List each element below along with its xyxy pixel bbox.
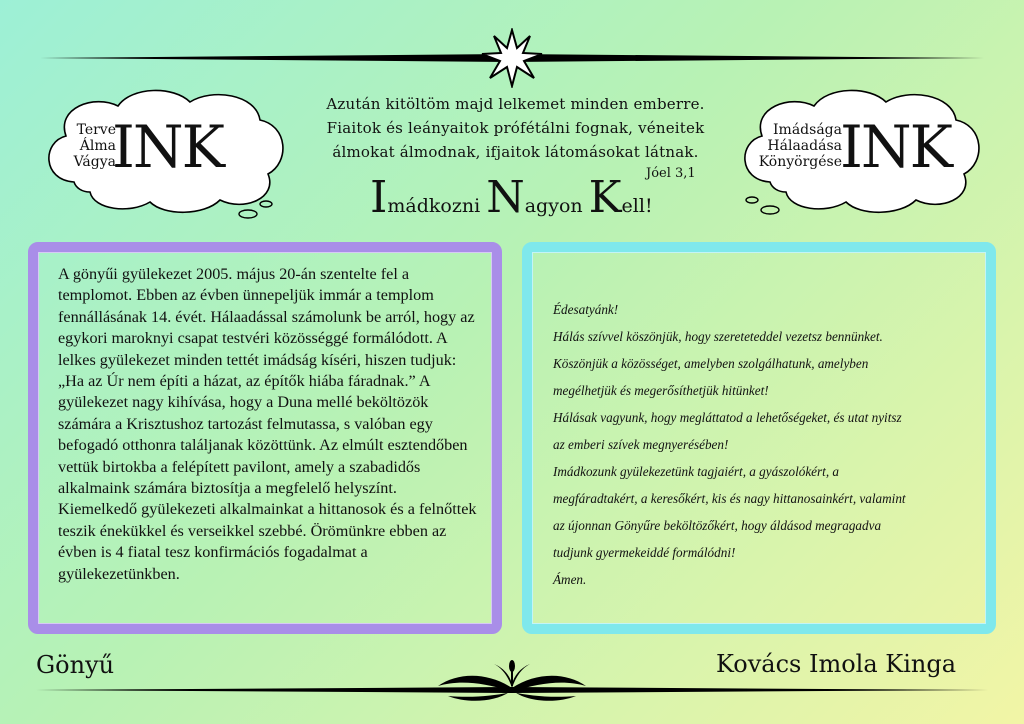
bible-verse <box>318 92 713 164</box>
prayer-line: Köszönjük a közösséget, amelyben szolgálhatunk, amelyben <box>553 356 869 371</box>
cloud-left-words <box>60 122 116 170</box>
verse-line: Fiaitok és leányaitok prófétálni fognak, véneitek <box>326 119 705 137</box>
prayer-line: Hálás szívvel köszönjük, hogy szereteteddel vezetsz bennünket. <box>553 329 883 344</box>
cloud-left-word: Terve <box>76 122 116 138</box>
motto-initial-k: K <box>588 172 622 223</box>
verse-reference: Jóel 3,1 <box>646 166 696 181</box>
cloud-right-word: Imádsága <box>773 122 842 138</box>
eight-point-star-icon <box>478 28 546 88</box>
verse-line: Azután kitöltöm majd lelkemet minden emberre. <box>326 95 705 113</box>
prayer-line: az emberi szívek megnyerésében! <box>553 437 729 452</box>
prayer-line: megfáradtakért, a keresőkért, kis és nagy hittanosainkért, valamint <box>553 491 906 506</box>
floral-ornament-icon <box>428 658 596 704</box>
motto-word-2: agyon <box>524 195 589 217</box>
motto-initial-i: I <box>370 172 388 223</box>
motto-word-3: ell! <box>621 195 653 217</box>
motto-title <box>370 172 670 223</box>
prayer-line: az újonnan Gönyűre beköltözőkért, hogy áldásod megragadva <box>553 518 882 533</box>
prayer-line: Imádkozunk gyülekezetünk tagjaiért, a gyászolókért, a <box>553 464 840 479</box>
cloud-right-words <box>756 122 842 170</box>
cloud-left-word: Vágya <box>73 154 116 170</box>
motto-initial-n: N <box>486 172 525 223</box>
prayer-line: tudjunk gyermekeiddé formálódni! <box>553 545 736 560</box>
cloud-left-word: Álma <box>79 138 116 154</box>
prayer-line: megélhetjük és megerősíthetjük hitünket! <box>553 383 769 398</box>
cloud-right-word: Könyörgése <box>758 154 842 170</box>
congregation-story: A gönyűi gyülekezet 2005. május 20-án szentelte fel a templomot. Ebben az évben ünnepeljük immár a templom fennállásának 14. évét. Hálaadással számolunk be arról, hogy az egykori maroknyi csapat testvéri közösséggé formálódott. A lelkes gyülekezet minden tettét imádság kíséri, hiszen tudjuk: „Ha az Úr nem építi a házat, az építők hiába fáradnak.” A gyülekezet nagy kihívása, hogy a Duna mellé beköltözök számára a Krisztushoz tartozást felmutassa, s valóban egy befogadó otthonra találjanak közöttünk. Az elmúlt esztendőben vettük birtokba a felépített pavilont, amely a szabadidős alkalmaink számára biztosítja a megfelelő helyszínt. Kiemelkedő gyülekezeti alkalmainkat a hittanosok és a felnőttek teszik énekükkel és verseikkel szebbé. Örömünkre ebben az évben is 4 fiatal tesz konfirmációs fogadalmat a gyülekezetünkben. <box>58 265 477 583</box>
prayer-text <box>553 296 973 593</box>
prayer-line: Hálásak vagyunk, hogy megláttatod a lehetőségeket, és utat nyitsz <box>553 410 902 425</box>
prayer-line: Ámen. <box>553 572 587 587</box>
prayer-line: Édesatyánk! <box>553 302 619 317</box>
footer-place: Gönyű <box>36 651 115 679</box>
cloud-left-ink: INK <box>112 113 223 181</box>
footer-author: Kovács Imola Kinga <box>716 650 957 678</box>
cloud-right-ink: INK <box>840 113 951 181</box>
cloud-right-word: Hálaadása <box>767 138 842 154</box>
motto-word-1: mádkozni <box>387 195 487 217</box>
verse-line: álmokat álmodnak, ifjaitok látomásokat látnak. <box>332 143 699 161</box>
